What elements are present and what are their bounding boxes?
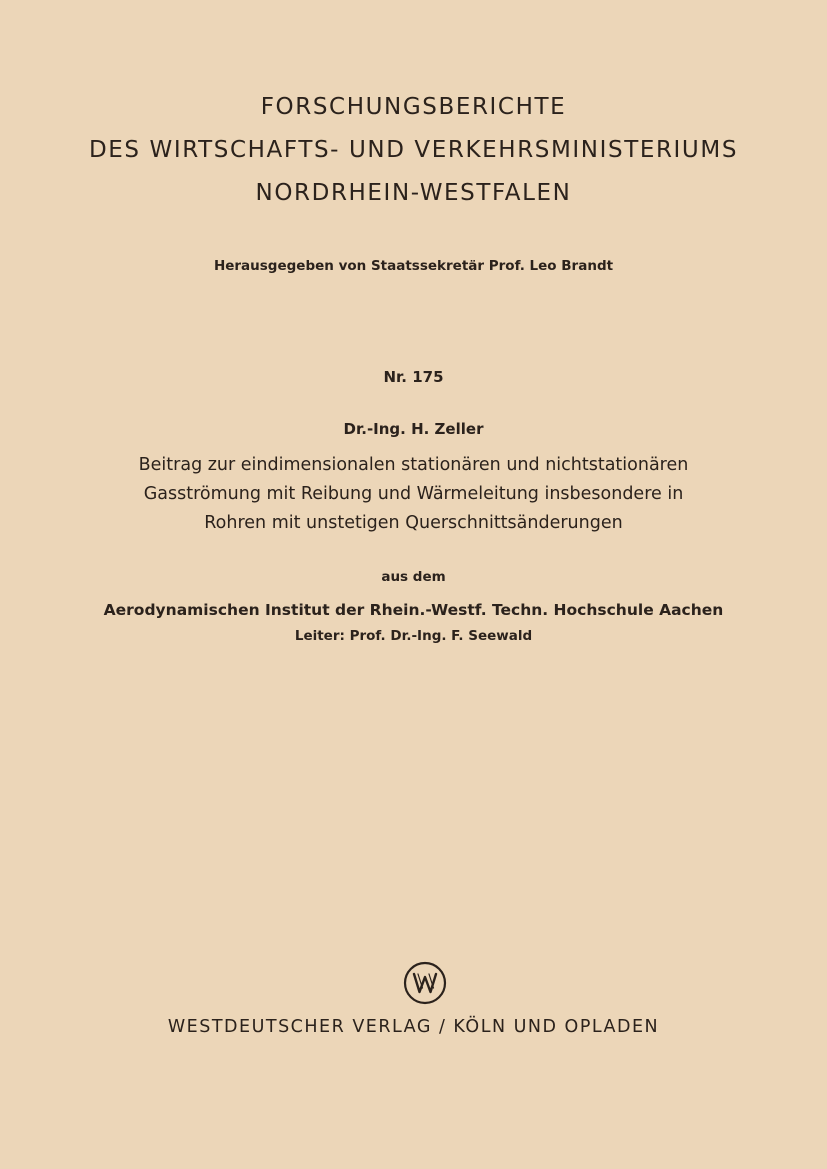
report-title-line-2: Gasströmung mit Reibung und Wärmeleitung insbesondere in	[143, 484, 684, 504]
editor-line: Herausgegeben von Staatssekretär Prof. Leo Brandt	[213, 258, 614, 274]
report-number: Nr. 175	[383, 368, 444, 386]
series-title-line-1: FORSCHUNGSBERICHTE	[260, 94, 567, 120]
publisher-logo-icon	[403, 961, 447, 1005]
series-title-line-3: NORDRHEIN-WESTFALEN	[255, 180, 572, 206]
from-label: aus dem	[381, 569, 446, 585]
publisher-imprint: WESTDEUTSCHER VERLAG / KÖLN UND OPLADEN	[167, 1017, 660, 1037]
series-title-line-2: DES WIRTSCHAFTS- UND VERKEHRSMINISTERIUMS	[88, 137, 739, 163]
institute-name: Aerodynamischen Institut der Rhein.-Westf. Techn. Hochschule Aachen	[103, 601, 724, 619]
report-title-line-3: Rohren mit unstetigen Querschnittsänderungen	[204, 513, 623, 533]
report-title-line-1: Beitrag zur eindimensionalen stationären und nichtstationären	[138, 455, 689, 475]
author-name: Dr.-Ing. H. Zeller	[343, 420, 484, 438]
institute-director: Leiter: Prof. Dr.-Ing. F. Seewald	[294, 628, 533, 644]
